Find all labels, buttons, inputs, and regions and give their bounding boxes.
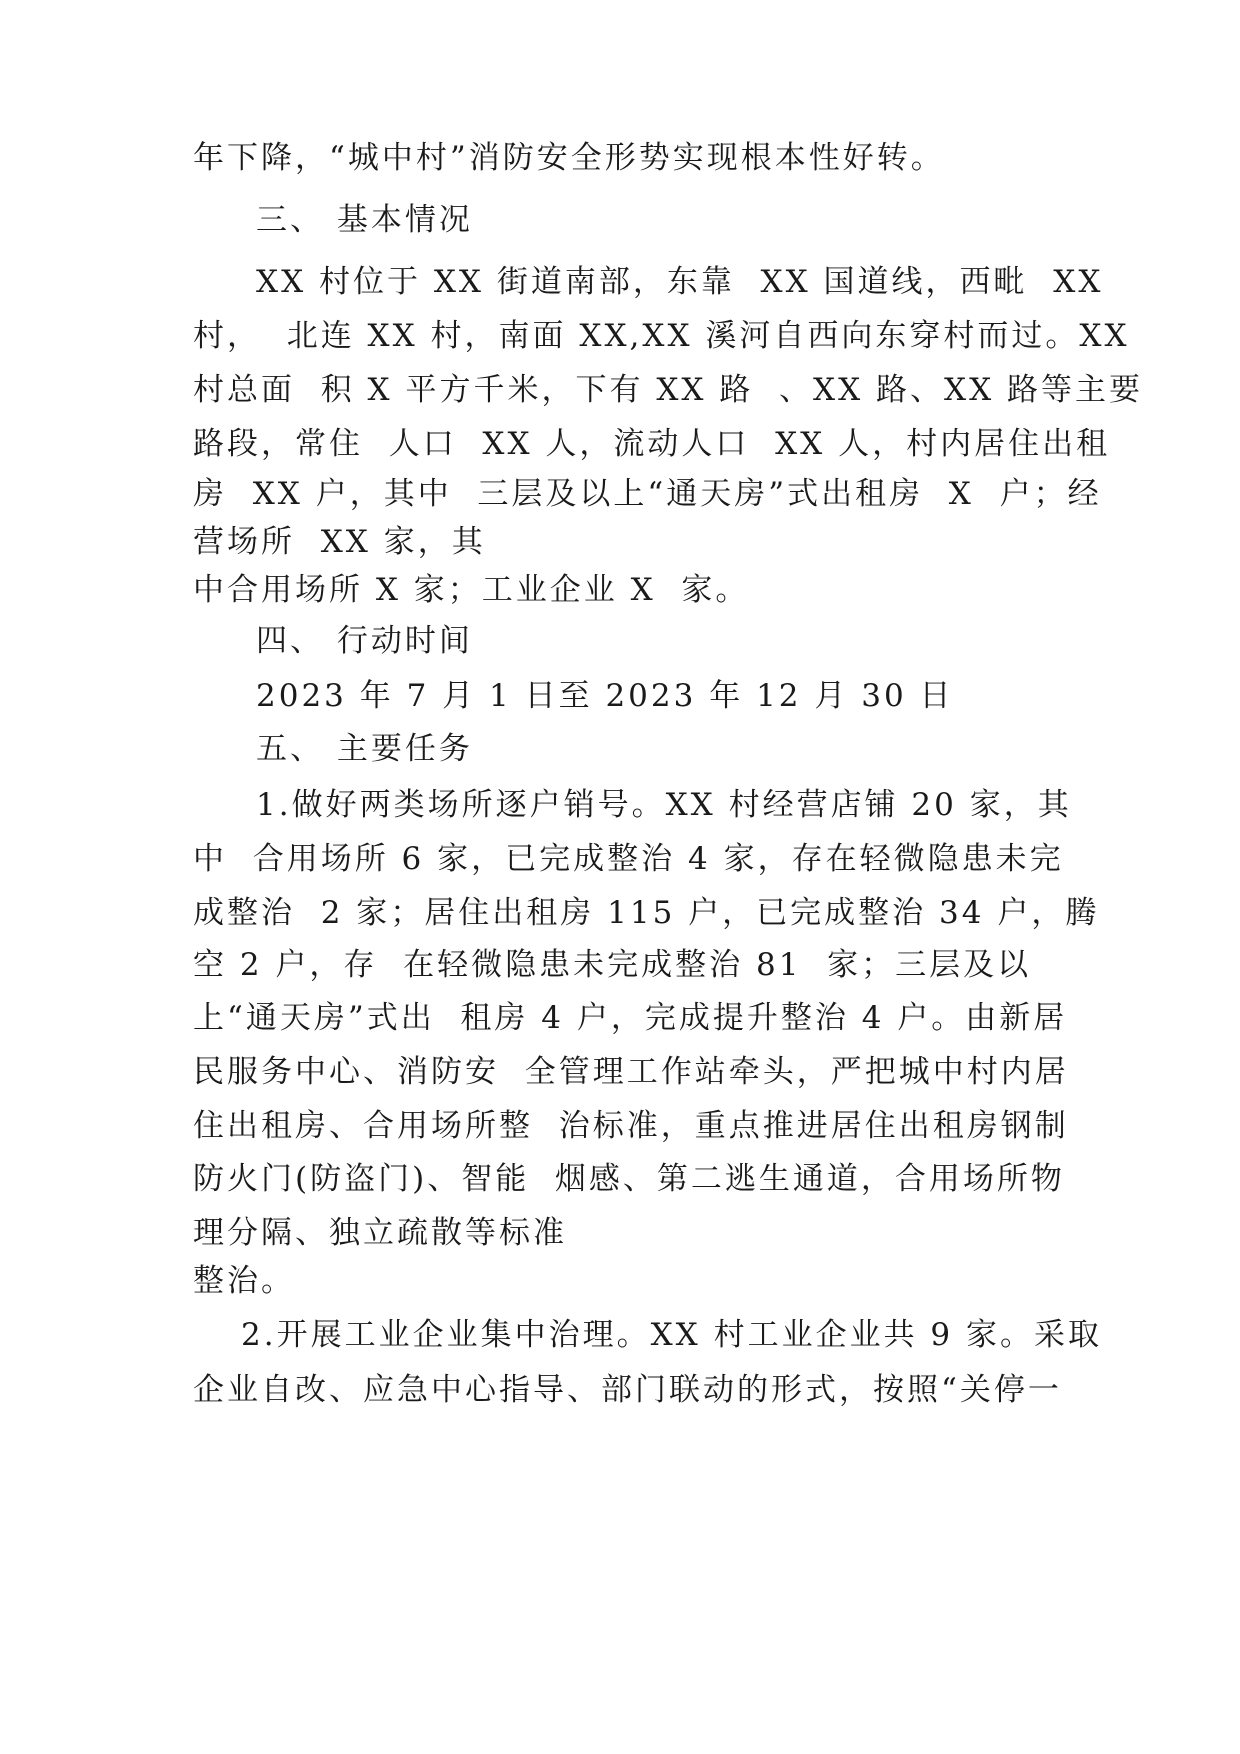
- text-line: 2.开展工业企业集中治理。XX 村工业企业共 9 家。采取: [241, 1317, 1102, 1353]
- section-heading-basic-info: 三、 基本情况: [256, 202, 473, 238]
- text-line: 民服务中心、消防安 全管理工作站牵头，严把城中村内居: [193, 1054, 1069, 1090]
- text-line: 村， 北连 XX 村，南面 XX,XX 溪河自西向东穿村而过。XX: [193, 318, 1130, 354]
- text-line: 路段，常住 人口 XX 人，流动人口 XX 人，村内居住出租: [193, 426, 1111, 462]
- text-line: 房 XX 户，其中 三层及以上“通天房”式出租房 X 户；经: [193, 476, 1102, 512]
- text-line: 防火门(防盗门)、智能 烟感、第二逃生通道，合用场所物: [193, 1161, 1065, 1197]
- text-line: 空 2 户，存 在轻微隐患未完成整治 81 家；三层及以: [193, 947, 1032, 983]
- section-heading-action-time: 四、 行动时间: [256, 623, 473, 659]
- text-line: 成整治 2 家；居住出租房 115 户，已完成整治 34 户，腾: [193, 895, 1100, 931]
- text-line-date-range: 2023 年 7 月 1 日至 2023 年 12 月 30 日: [256, 678, 954, 714]
- text-line: 村总面 积 X 平方千米，下有 XX 路 、XX 路、XX 路等主要: [193, 372, 1144, 408]
- text-line: XX 村位于 XX 街道南部，东靠 XX 国道线，西毗 XX: [256, 264, 1104, 300]
- text-line: 整治。: [193, 1263, 295, 1299]
- text-line: 中合用场所 X 家；工业企业 X 家。: [193, 572, 750, 608]
- text-line: 上“通天房”式出 租房 4 户，完成提升整治 4 户。由新居: [193, 1000, 1068, 1036]
- text-line: 年下降，“城中村”消防安全形势实现根本性好转。: [193, 140, 945, 176]
- text-line: 企业自改、应急中心指导、部门联动的形式，按照“关停一: [193, 1372, 1062, 1408]
- text-line: 1.做好两类场所逐户销号。XX 村经营店铺 20 家，其: [256, 787, 1072, 823]
- text-line: 理分隔、独立疏散等标准: [193, 1215, 567, 1251]
- text-line: 住出租房、合用场所整 治标准，重点推进居住出租房钢制: [193, 1108, 1069, 1144]
- text-line: 中 合用场所 6 家，已完成整治 4 家，存在轻微隐患未完: [193, 841, 1064, 877]
- text-line: 营场所 XX 家，其: [193, 524, 486, 560]
- section-heading-main-tasks: 五、 主要任务: [256, 731, 473, 767]
